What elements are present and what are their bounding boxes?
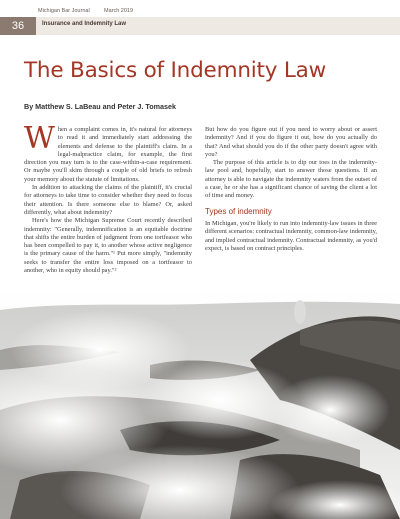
page-number: 36: [0, 17, 36, 35]
article-title: The Basics of Indemnity Law: [24, 58, 327, 83]
paragraph: The purpose of this article is to dip our toes in the indemnity-law pool and, hopefully, start to answer those questions. If an attorney is able to navigate the indemnity waters from the outset of a case, he or she has a significant chance of saving the client a lot of time and money.: [205, 159, 377, 200]
ocean-waves-photo: [0, 290, 400, 519]
section-label: Insurance and Indemnity Law: [42, 21, 127, 27]
issue-date: March 2019: [104, 8, 134, 14]
paragraph: But how do you figure out if you need to worry about or assert indemnity? And if you do figure it out, how do you actually do that? And what should you do if the other party doesn't agree with you?: [205, 126, 377, 158]
article-column-left: [24, 121, 192, 275]
paragraph: When a complaint comes in, it's natural for attorneys to read it and immediately start addressing the elements and defense to the plaintiff's claim. In a legal-malpractice claim, for example, the first direction you may turn is to the case-within-a-case requirement. Or maybe you'll skim through a couple of old briefs to refresh your memory about the statute of limitations.: [24, 121, 192, 183]
paragraph: In Michigan, you're likely to run into indemnity-law issues in three different scenarios: contractual indemnity, common-law indemnity, and implied contractual indemnity. Contractual indemnity, as you'd expect, is based on contract principles.: [205, 219, 377, 252]
paragraph: In addition to attacking the claims of the plaintiff, it's crucial for attorneys to take time to consider whether they need to focus their attention. Is there someone else to blame? Or, asked differently, what about indemnity?: [24, 184, 192, 216]
journal-name: Michigan Bar Journal: [38, 8, 90, 14]
section-subheading: Types of indemnity: [205, 206, 272, 216]
drop-cap: W: [24, 121, 55, 156]
paragraph: Here's how the Michigan Supreme Court recently described indemnity: "Generally, indemnification is an equitable doctrine that shifts the entire burden of judgment from one tortfeasor who has been compelled to pay it, to another whose active negligence is the primary cause of the harm."¹ Put more simply, "indemnity seeks to transfer the entire loss imposed on a tortfeasor to another, who in equity should pay."²: [24, 217, 192, 275]
byline: By Matthew S. LaBeau and Peter J. Tomasek: [24, 102, 177, 111]
article-column-right: [205, 126, 377, 253]
section-bar: [36, 17, 400, 35]
